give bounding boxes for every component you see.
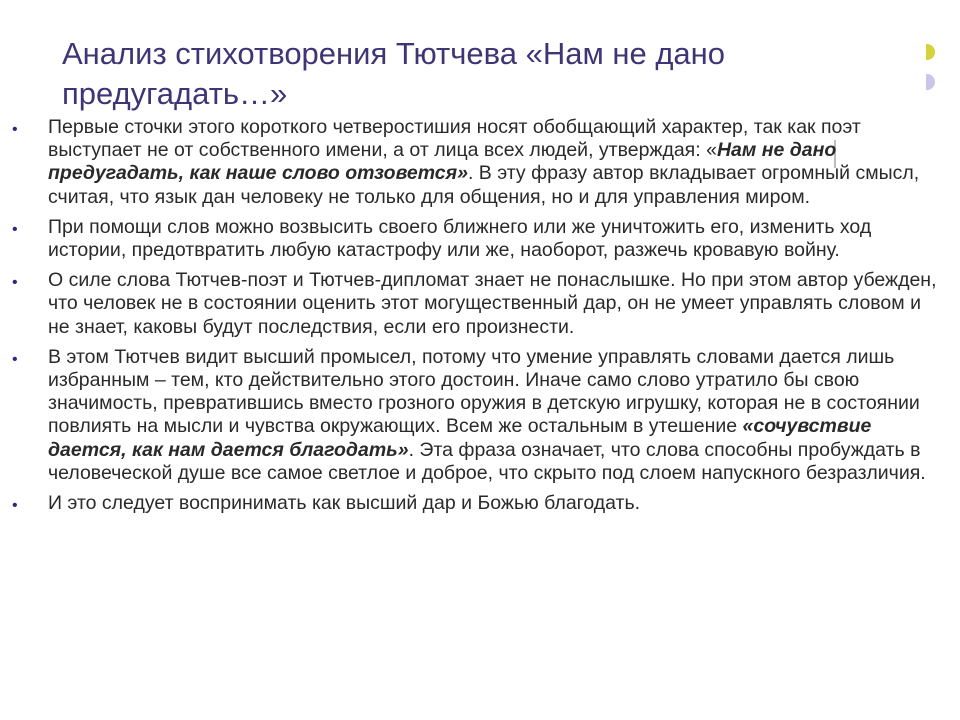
- bullet-icon: •: [12, 220, 18, 238]
- paragraph-text: . В эту фразу автор вкладывает огромный смысл, считая, что язык дан человеку не только для общения, но и для управления миром.: [48, 162, 920, 208]
- bullet-icon: •: [12, 121, 18, 138]
- decorative-markers: [926, 44, 938, 104]
- bullet-icon: •: [12, 274, 18, 292]
- paragraph-text: . Эта фраза означает, что слова способны пробуждать в человеческой душе все самое светлое и доброе, что скрыто под слоем напускного безразличия.: [48, 438, 926, 484]
- paragraph-text: В этом Тютчев видит высший промысел, потому что умение управлять словами дается лишь избранным – тем, кто действительно этого достоин. Иначе само слово утратило бы свою значимость, превратившись вместо грозного оружия в детскую игрушку, которая не в состоянии повлиять на мысли и чувства окружающих. Всем же остальным в утешение: [48, 345, 920, 438]
- list-item: [12, 492, 940, 515]
- lavender-half-circle-icon: [926, 74, 935, 90]
- bullet-icon: •: [12, 350, 18, 368]
- paragraph-text: И это следует воспринимать как высший дар и Божью благодать.: [48, 492, 641, 515]
- bullet-icon: •: [12, 497, 18, 515]
- list-item: [12, 346, 940, 485]
- list-item: [12, 216, 940, 262]
- list-item: [12, 269, 940, 339]
- quote-emphasis: «сочувствие дается, как нам дается благодать»: [48, 415, 872, 461]
- paragraph-text: Первые сточки этого короткого четверостишия носят обобщающий характер, так как поэт выступает не от собственного имени, а от лица всех людей, утверждая: «: [48, 116, 861, 162]
- list-item: [12, 116, 940, 209]
- slide-title: Анализ стихотворения Тютчева «Нам не дано предугадать…»: [62, 36, 726, 111]
- quote-emphasis: Нам не дано предугадать, как наше слово отзовется»: [48, 139, 837, 185]
- paragraph-text: При помощи слов можно возвысить своего ближнего или же уничтожить его, изменить ход истории, предотвратить любую катастрофу или же, наоборот, разжечь кровавую войну.: [48, 215, 872, 262]
- bullet-list: [12, 116, 940, 522]
- paragraph-text: О силе слова Тютчев-поэт и Тютчев-дипломат знает не понаслышке. Но при этом автор убежден, что человек не в состоянии оценить этот могущественный дар, он не умеет управлять словом и не знает, каковы будут последствия, если его произнести.: [48, 269, 937, 338]
- yellow-half-circle-icon: [926, 44, 935, 60]
